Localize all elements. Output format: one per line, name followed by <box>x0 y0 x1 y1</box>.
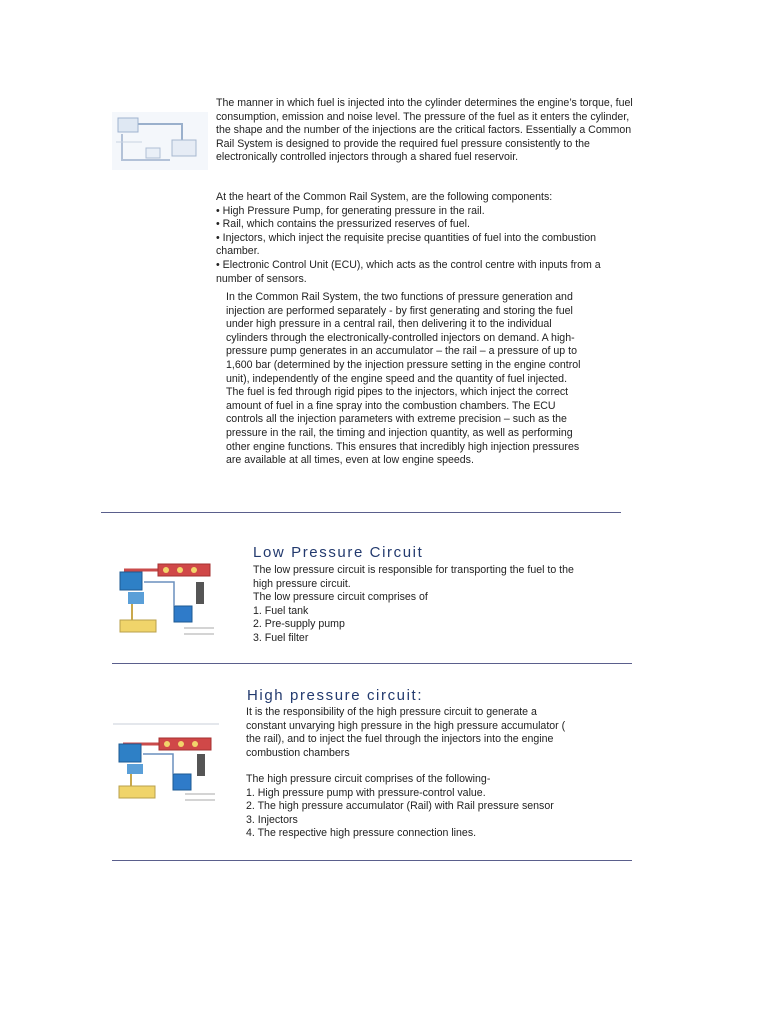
components-intro: At the heart of the Common Rail System, are the following components: <box>216 191 553 203</box>
high-pressure-item: 4. The respective high pressure connection lines. <box>246 827 477 840</box>
low-pressure-heading: Low Pressure Circuit <box>253 544 424 561</box>
components-section <box>216 191 634 286</box>
component-item-rail: • Rail, which contains the pressurized reserves of fuel. <box>216 218 470 231</box>
low-pressure-item: 3. Fuel filter <box>253 631 309 644</box>
high-pressure-item: 2. The high pressure accumulator (Rail) with Rail pressure sensor <box>246 800 554 813</box>
low-pressure-text <box>253 564 585 646</box>
high-pressure-item: 1. High pressure pump with pressure-control value. <box>246 786 486 799</box>
low-pressure-diagram <box>114 552 218 640</box>
section-divider <box>112 663 632 664</box>
intro-paragraph: The manner in which fuel is injected into the cylinder determines the engine’s torque, fuel consumption, emission and noise level. The pressure of the fuel as it enters the cylinder, the shape and the number of the injections are the critical factors. Essentially a Common Rail System is designed to provide the required fuel pressure consistently to the electronically controlled injectors through a shared fuel reservoir. <box>216 97 633 164</box>
component-item-ecu: • Electronic Control Unit (ECU), which acts as the control centre with inputs from a number of sensors. <box>216 258 601 285</box>
high-pressure-paragraph: It is the responsibility of the high pressure circuit to generate a constant unvarying high pressure in the high pressure accumulator ( the rail), and to inject the fuel through the injectors into the engine combustion chambers <box>246 706 566 759</box>
high-pressure-heading: High pressure circuit: <box>247 687 424 704</box>
low-pressure-item: 2. Pre-supply pump <box>253 618 345 631</box>
low-pressure-line1: The low pressure circuit is responsible for transporting the fuel to the high pressure circuit. <box>253 564 574 590</box>
section-divider <box>112 860 632 861</box>
low-pressure-item: 1. Fuel tank <box>253 604 309 617</box>
high-pressure-item: 3. Injectors <box>246 813 298 826</box>
components-list <box>216 205 634 287</box>
low-pressure-line2: The low pressure circuit comprises of <box>253 591 428 604</box>
operation-paragraph: In the Common Rail System, the two functions of pressure generation and injection are performed separately - by first generating and storing the fuel under high pressure in a central rail, then delivering it to the individual cylinders through the electronically-controlled injectors on demand. A high-pressure pump generates in an accumulator – the rail – a pressure of up to 1,600 bar (determined by the injection pressure setting in the engine control unit), independently of the engine speed and the quantity of fuel injected. The fuel is fed through rigid pipes to the injectors, which inject the correct amount of fuel in a fine spray into the combustion chambers. The ECU controls all the injection parameters with extreme precision – such as the pressure in the rail, the timing and injection quantity, as well as performing other engine functions. This ensures that incredibly high injection pressures are available at all times, even at low engine speeds. <box>226 291 581 467</box>
component-item-injectors: • Injectors, which inject the requisite precise quantities of fuel into the combustion chamber. <box>216 231 596 258</box>
high-pressure-diagram <box>113 722 219 804</box>
common-rail-thumbnail <box>112 112 208 170</box>
high-pressure-list <box>246 773 586 841</box>
section-divider <box>101 512 621 513</box>
high-pressure-list-intro: The high pressure circuit comprises of the following- <box>246 773 491 785</box>
component-item-pump: • High Pressure Pump, for generating pressure in the rail. <box>216 204 485 217</box>
